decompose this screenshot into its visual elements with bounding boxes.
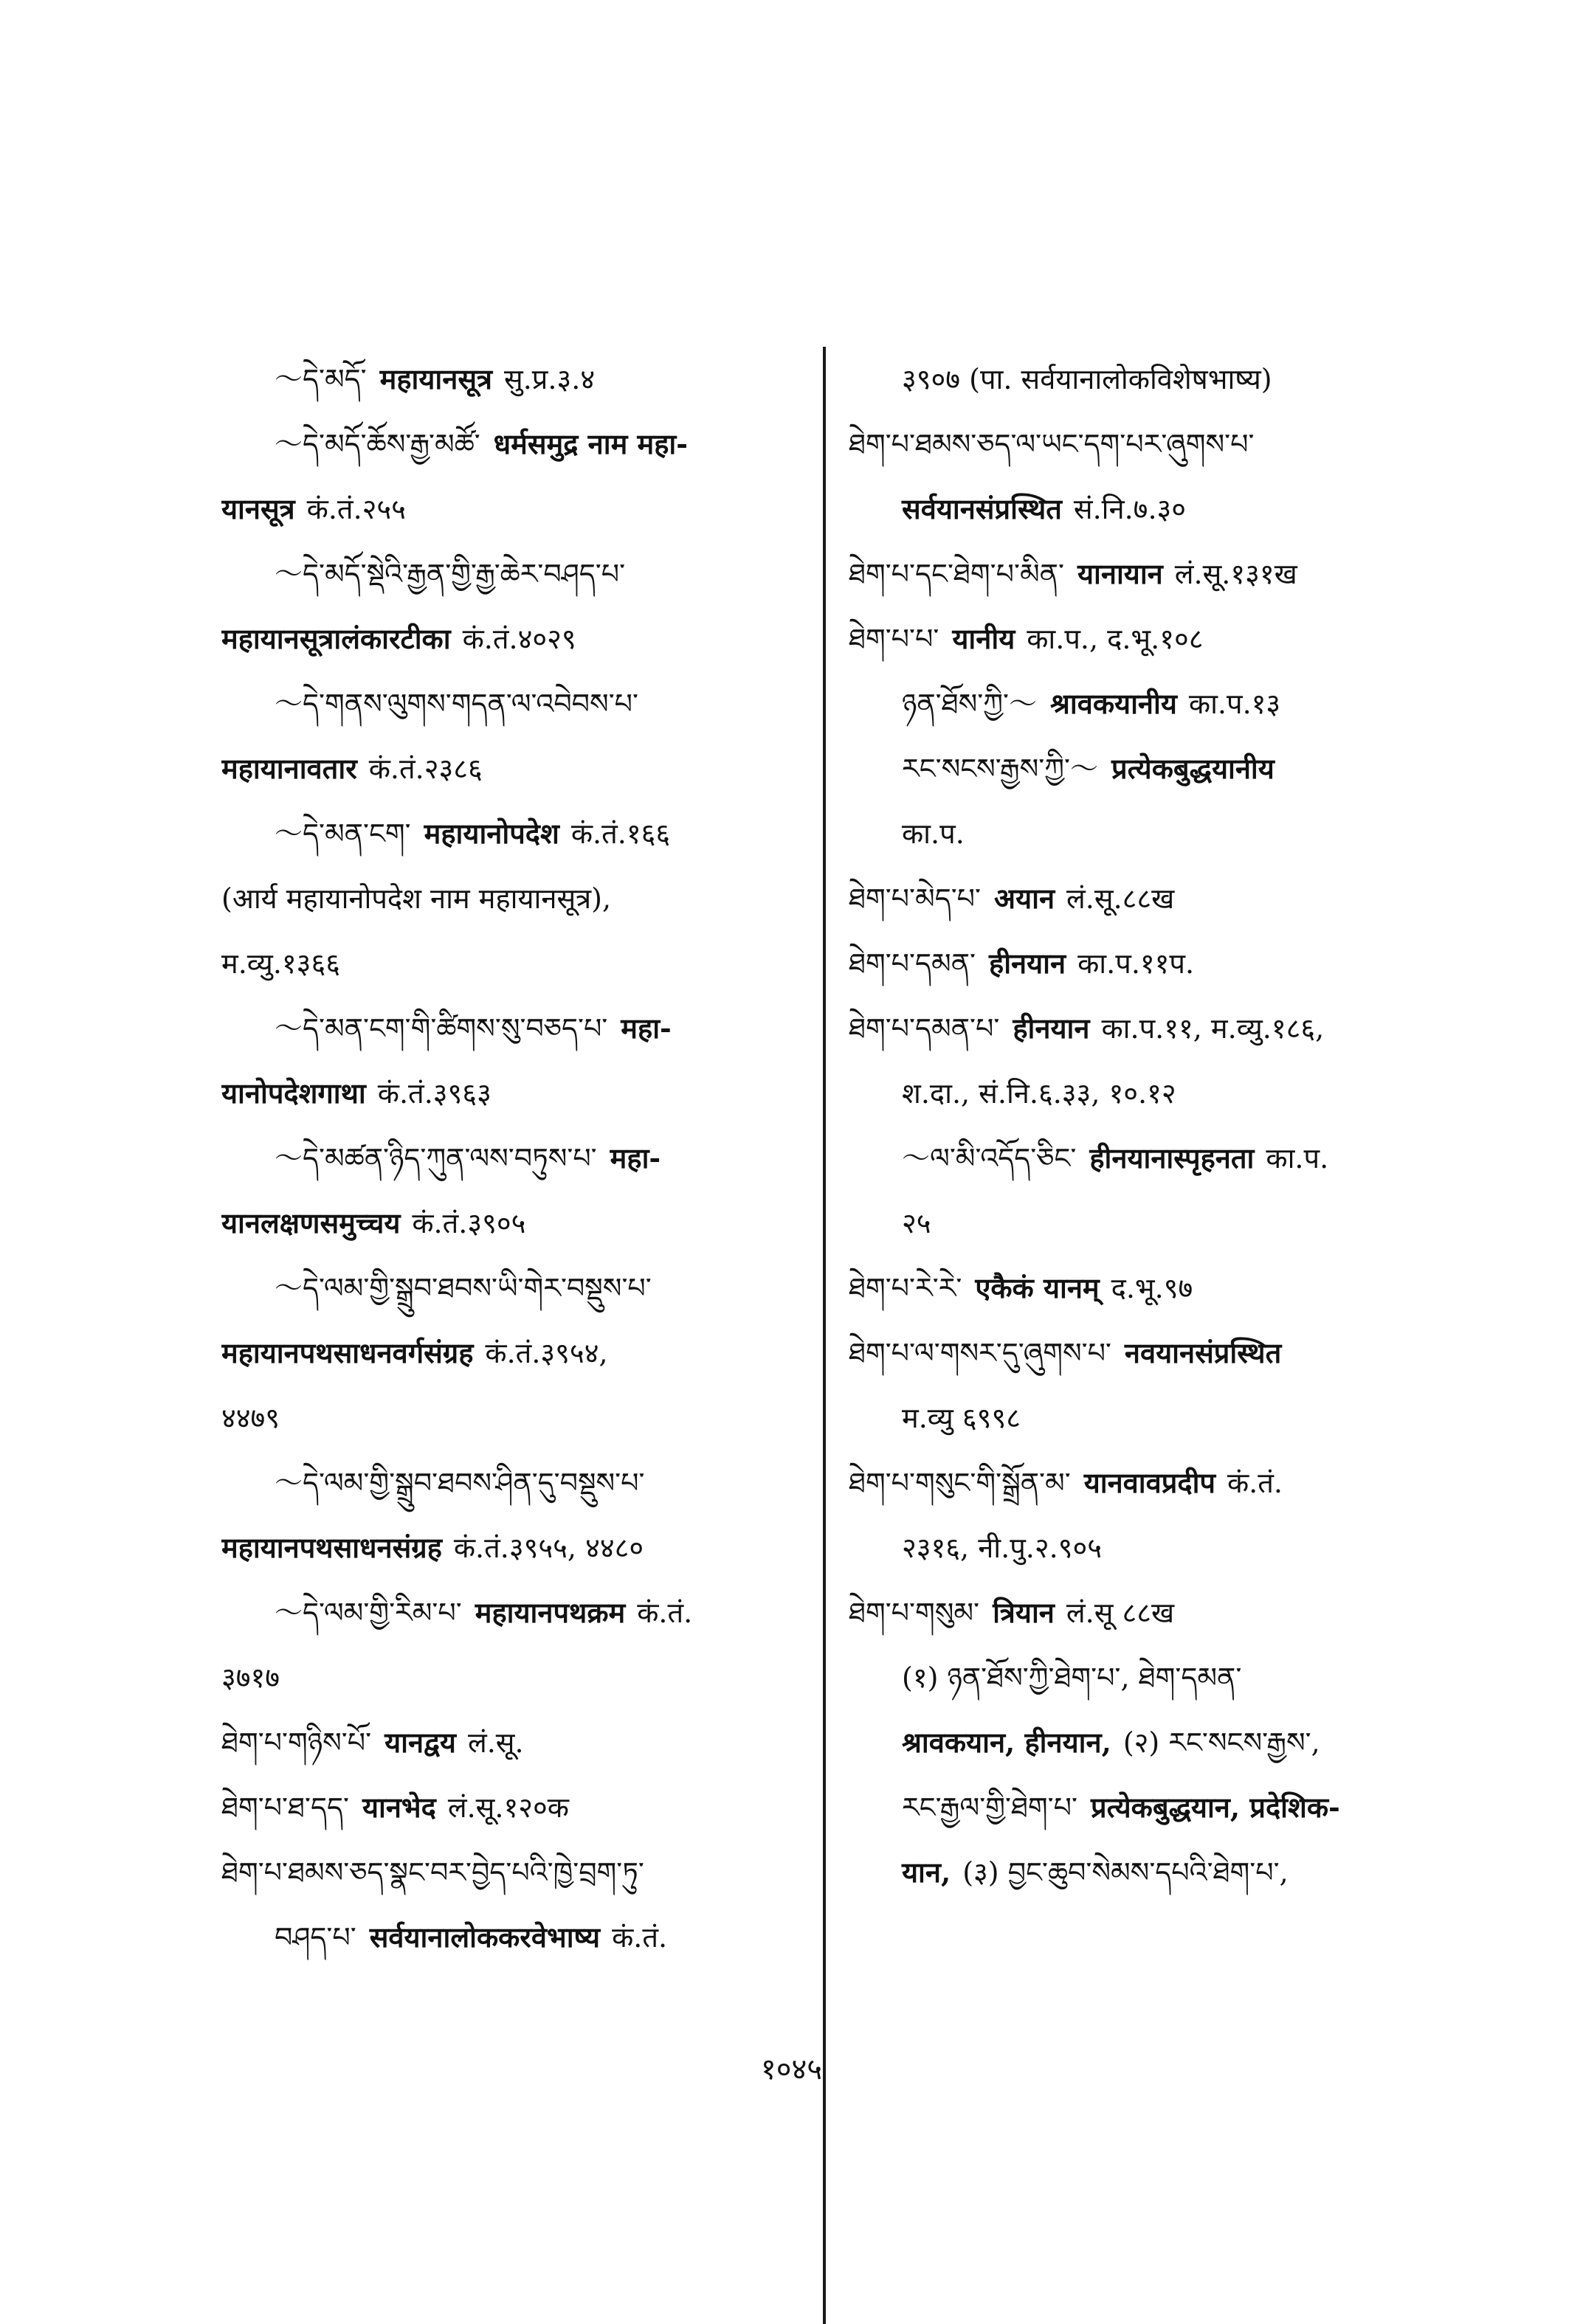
entry-line bbox=[221, 1775, 804, 1840]
tibetan-headword: ～དེ་མན་ངག་ bbox=[275, 817, 411, 850]
entry-line bbox=[221, 996, 804, 1061]
sanskrit-equivalent: महायानपथक्रम bbox=[475, 1596, 626, 1629]
entry-line bbox=[849, 866, 1439, 931]
entry-line bbox=[849, 671, 1439, 736]
source-reference: लं.सू ८८ख bbox=[1066, 1597, 1175, 1629]
sanskrit-equivalent: महायानपथसाधनसंग्रह bbox=[221, 1531, 442, 1564]
tibetan-headword: ཐེག་པ་ཐམས་ཅད་སྣང་བར་བྱེད་པའི་ཁྱེ་བྲག་ཏུ་ bbox=[221, 1856, 644, 1889]
entry-line bbox=[849, 996, 1439, 1061]
source-reference: का.प.१३ bbox=[1188, 688, 1281, 720]
tibetan-headword: རང་སངས་རྒྱས་ཀྱི་～ bbox=[902, 753, 1099, 785]
sanskrit-equivalent: यानीय bbox=[952, 622, 1015, 655]
sanskrit-equivalent: यानोपदेशगाथा bbox=[221, 1076, 366, 1110]
source-reference: ३९०७ (पा. सर्वयानालोकविशेषभाष्य) bbox=[902, 363, 1272, 395]
sanskrit-equivalent: एकैकं यानम् bbox=[975, 1271, 1100, 1304]
tibetan-headword: ～དེ་གནས་ལུགས་གདན་ལ་འབེབས་པ་ bbox=[275, 688, 639, 720]
entry-line bbox=[221, 736, 804, 801]
entry-line bbox=[849, 477, 1439, 542]
page-number: १०४५ bbox=[760, 2052, 823, 2086]
sanskrit-equivalent: महायानोपदेश bbox=[424, 817, 559, 850]
source-reference: (२) རང་སངས་རྒྱས་, bbox=[1122, 1726, 1320, 1759]
tibetan-headword: ～དེ་མདོ་ bbox=[275, 363, 367, 395]
tibetan-headword: ཐེག་པ་གཉིས་པོ་ bbox=[221, 1726, 372, 1759]
source-reference: कं.तं. bbox=[612, 1921, 668, 1954]
source-reference: म.व्यु ६९९८ bbox=[902, 1402, 1021, 1434]
tibetan-headword: ཐེག་པ་མེད་པ་ bbox=[849, 882, 982, 915]
source-reference: का.प., द.भू.१०८ bbox=[1027, 623, 1204, 655]
entry-line bbox=[221, 1061, 804, 1126]
tibetan-headword: ～དེ་ལམ་གྱི་རིམ་པ་ bbox=[275, 1597, 462, 1629]
entry-line bbox=[849, 1840, 1439, 1905]
source-reference: कं.तं.३९०५ bbox=[412, 1207, 526, 1239]
sanskrit-equivalent: महायानसूत्रालंकारटीका bbox=[221, 622, 451, 655]
tibetan-headword: ཐེག་པ་དམན་པ་ bbox=[849, 1012, 1000, 1045]
entry-line bbox=[221, 1386, 804, 1450]
entry-line bbox=[221, 412, 804, 477]
tibetan-headword: ～དེ་ལམ་གྱི་སྒྲུབ་ཐབས་ཡི་གེར་བསྡུས་པ་ bbox=[275, 1272, 652, 1304]
entry-line bbox=[221, 542, 804, 606]
entry-line bbox=[849, 1386, 1439, 1450]
tibetan-headword: ཐེག་པ་ལ་གསར་དུ་ཞུགས་པ་ bbox=[849, 1337, 1111, 1369]
source-reference: (१) ཉན་ཐོས་ཀྱི་ཐེག་པ་, ཐེག་དམན་ bbox=[902, 1661, 1242, 1694]
sanskrit-equivalent: महा- bbox=[621, 1011, 672, 1045]
right-column bbox=[849, 347, 1439, 1905]
entry-line bbox=[849, 542, 1439, 606]
source-reference: कं.तं. bbox=[1227, 1467, 1283, 1499]
entry-line bbox=[221, 347, 804, 412]
tibetan-headword: ཐེག་པ་ཐམས་ཅད་ལ་ཡང་དག་པར་ཞུགས་པ་ bbox=[849, 428, 1255, 460]
sanskrit-equivalent: यानभेद bbox=[362, 1791, 436, 1824]
sanskrit-equivalent: अयान bbox=[994, 882, 1055, 915]
entry-line bbox=[849, 1256, 1439, 1321]
sanskrit-equivalent: यानसूत्र bbox=[221, 492, 295, 525]
source-reference: लं.सू.१३१ख bbox=[1174, 558, 1297, 590]
sanskrit-equivalent: महायानपथसाधनवर्गसंग्रह bbox=[221, 1336, 474, 1369]
source-reference: ४४७९ bbox=[221, 1402, 280, 1434]
sanskrit-equivalent: सर्वयानालोककरवेभाष्य bbox=[369, 1920, 601, 1954]
tibetan-headword: ～དེ་མདོ་ཆོས་རྒྱ་མཚོ་ bbox=[275, 428, 480, 460]
source-reference: कं.तं.३९५५, ४४८० bbox=[453, 1532, 644, 1564]
source-reference: का.प.११, म.व्यु.१८६, bbox=[1101, 1012, 1325, 1045]
source-reference: २३१६, नी.पु.२.९०५ bbox=[902, 1532, 1102, 1564]
entry-line bbox=[849, 1061, 1439, 1126]
source-reference: लं.सू. bbox=[467, 1726, 524, 1759]
entry-line bbox=[849, 606, 1439, 671]
entry-line bbox=[221, 1580, 804, 1645]
entry-line bbox=[221, 1321, 804, 1386]
entry-line bbox=[849, 1645, 1439, 1710]
entry-line bbox=[221, 931, 804, 996]
sanskrit-equivalent: धर्मसमुद्र नाम महा- bbox=[493, 427, 689, 460]
entry-line bbox=[221, 606, 804, 671]
source-reference: का.प.११प. bbox=[1077, 947, 1195, 980]
source-reference: कं.तं.४०२९ bbox=[462, 623, 576, 655]
source-reference: २५ bbox=[902, 1207, 931, 1239]
entry-line bbox=[849, 736, 1439, 801]
entry-line bbox=[221, 1191, 804, 1256]
sanskrit-equivalent: महा- bbox=[610, 1141, 661, 1175]
source-reference: का.प. bbox=[1266, 1142, 1329, 1175]
sanskrit-equivalent: हीनयान bbox=[1013, 1011, 1090, 1045]
source-reference: (३) བྱང་ཆུབ་སེམས་དཔའི་ཐེག་པ་, bbox=[962, 1856, 1289, 1889]
source-reference: कं.तं.२३८६ bbox=[368, 753, 483, 785]
entry-line bbox=[849, 931, 1439, 996]
source-reference: द.भू.९७ bbox=[1111, 1272, 1193, 1304]
tibetan-headword: རང་རྒྱལ་གྱི་ཐེག་པ་ bbox=[902, 1791, 1077, 1824]
entry-line bbox=[849, 1191, 1439, 1256]
sanskrit-equivalent: महायानसूत्र bbox=[379, 362, 493, 395]
entry-line bbox=[221, 866, 804, 931]
tibetan-headword: ཐེག་པ་གསུམ་ bbox=[849, 1597, 980, 1629]
sanskrit-equivalent: श्रावकयानीय bbox=[1049, 687, 1177, 720]
source-reference: लं.सू.८८ख bbox=[1066, 882, 1175, 915]
tibetan-headword: ～ལ་མི་འདོད་ཅིང་ bbox=[902, 1142, 1077, 1175]
source-reference: श.दा., सं.नि.६.३३, १०.१२ bbox=[902, 1077, 1176, 1110]
tibetan-headword: ཐེག་པ་གསུང་གི་སྒྲོན་མ་ bbox=[849, 1467, 1071, 1499]
sanskrit-equivalent: यानवावप्रदीप bbox=[1083, 1466, 1215, 1499]
source-reference: कं.तं. bbox=[637, 1597, 693, 1629]
tibetan-headword: ཉན་ཐོས་ཀྱི་～ bbox=[902, 688, 1037, 720]
entry-line bbox=[849, 1321, 1439, 1386]
source-reference: (आर्य महायानोपदेश नाम महायानसूत्र), bbox=[221, 882, 612, 915]
tibetan-headword: ཐེག་པ་དང་ཐེག་པ་མིན་ bbox=[849, 558, 1064, 590]
sanskrit-equivalent: यानायान bbox=[1077, 557, 1163, 590]
entry-line bbox=[849, 801, 1439, 866]
entry-line bbox=[221, 1256, 804, 1321]
entry-line bbox=[849, 1515, 1439, 1580]
source-reference: कं.तं.३९५४, bbox=[485, 1337, 608, 1369]
entry-line bbox=[221, 1126, 804, 1191]
entry-line bbox=[221, 1515, 804, 1580]
sanskrit-equivalent: हीनयान bbox=[989, 947, 1066, 980]
tibetan-headword: ཐེག་པ་དམན་ bbox=[849, 947, 976, 980]
sanskrit-equivalent: प्रत्येकबुद्धयानीय bbox=[1111, 752, 1275, 785]
entry-line bbox=[849, 412, 1439, 477]
tibetan-headword: ཐེག་པ་རེ་རེ་ bbox=[849, 1272, 962, 1304]
source-reference: ३७१७ bbox=[221, 1661, 280, 1694]
sanskrit-equivalent: यान, bbox=[902, 1856, 951, 1889]
sanskrit-equivalent: यानद्वय bbox=[384, 1726, 456, 1759]
tibetan-headword: བཤད་པ་ bbox=[275, 1921, 356, 1954]
entry-line bbox=[849, 1710, 1439, 1775]
entry-line bbox=[849, 1126, 1439, 1191]
tibetan-headword: ～དེ་མཚན་ཉིད་ཀུན་ལས་བཏུས་པ་ bbox=[275, 1142, 597, 1175]
entry-line bbox=[221, 1450, 804, 1515]
sanskrit-equivalent: नवयानसंप्रस्थित bbox=[1124, 1336, 1282, 1369]
source-reference: म.व्यु.१३६६ bbox=[221, 947, 340, 980]
entry-line bbox=[221, 1710, 804, 1775]
source-reference: का.प. bbox=[902, 817, 965, 850]
source-reference: लं.सू.१२०क bbox=[447, 1791, 569, 1824]
entry-line bbox=[221, 477, 804, 542]
entry-line bbox=[849, 347, 1439, 412]
sanskrit-equivalent: हीनयानास्पृहनता bbox=[1089, 1141, 1255, 1175]
sanskrit-equivalent: प्रत्येकबुद्धयान, प्रदेशिक- bbox=[1091, 1791, 1340, 1824]
entry-line bbox=[221, 1840, 804, 1905]
tibetan-headword: ཐེག་པ་པ་ bbox=[849, 623, 939, 655]
entry-line bbox=[849, 1580, 1439, 1645]
tibetan-headword: ～དེ་ལམ་གྱི་སྒྲུབ་ཐབས་ཤིན་དུ་བསྡུས་པ་ bbox=[275, 1467, 645, 1499]
entry-line bbox=[221, 1645, 804, 1710]
source-reference: कं.तं.२५५ bbox=[306, 493, 406, 525]
tibetan-headword: ཐེག་པ་ཐ་དད་ bbox=[221, 1791, 349, 1824]
tibetan-headword: ～དེ་མདོ་སྡེའི་རྒྱན་གྱི་རྒྱ་ཆེར་བཤད་པ་ bbox=[275, 558, 626, 590]
tibetan-headword: ～དེ་མན་ངག་གི་ཚིགས་སུ་བཅད་པ་ bbox=[275, 1012, 608, 1045]
source-reference: कं.तं.३९६३ bbox=[377, 1077, 492, 1110]
entry-line bbox=[221, 671, 804, 736]
source-reference: सु.प्र.३.४ bbox=[504, 363, 596, 395]
sanskrit-equivalent: त्रियान bbox=[993, 1596, 1055, 1629]
sanskrit-equivalent: सर्वयानसंप्रस्थित bbox=[902, 492, 1062, 525]
sanskrit-equivalent: श्रावकयान, हीनयान, bbox=[902, 1726, 1111, 1759]
column-divider bbox=[823, 347, 826, 2324]
sanskrit-equivalent: महायानावतार bbox=[221, 752, 357, 785]
entry-line bbox=[221, 801, 804, 866]
sanskrit-equivalent: यानलक्षणसमुच्चय bbox=[221, 1206, 401, 1239]
entry-line bbox=[221, 1905, 804, 1970]
source-reference: सं.नि.७.३० bbox=[1073, 493, 1187, 525]
entry-line bbox=[849, 1775, 1439, 1840]
entry-line bbox=[849, 1450, 1439, 1515]
left-column bbox=[221, 347, 804, 1970]
source-reference: कं.तं.१६६ bbox=[570, 817, 671, 850]
